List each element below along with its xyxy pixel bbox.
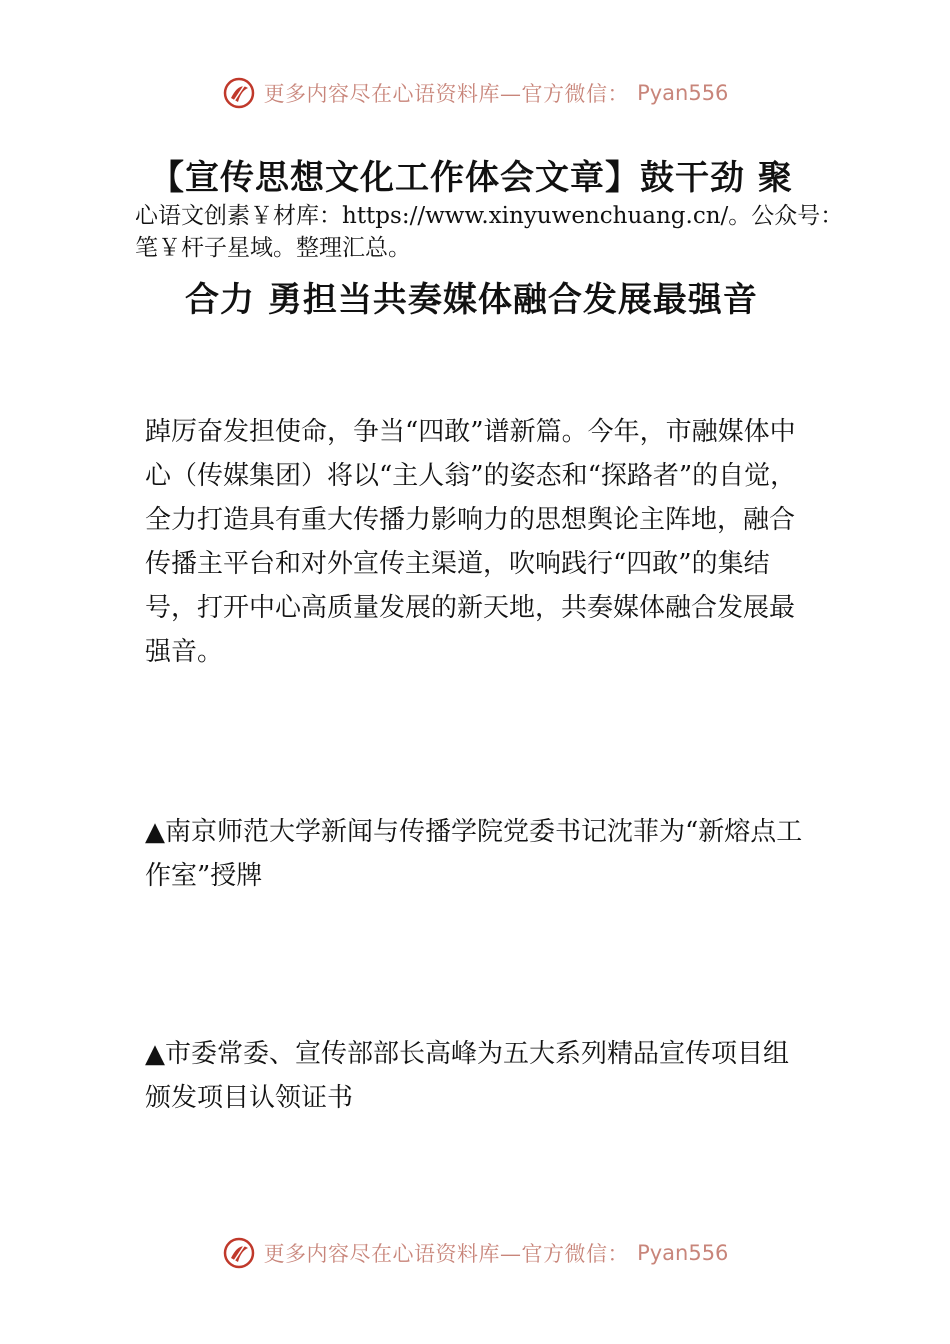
- footer-banner: [0, 1228, 950, 1278]
- banner-wechat-id: Pyan556: [637, 81, 729, 105]
- source-notice: 心语文创素￥材库：https://www.xinyuwenchuang.cn/。公众号：笔￥杆子星域。整理汇总。: [135, 203, 844, 261]
- banner-text: 更多内容尽在心语资料库—官方微信：: [263, 82, 630, 106]
- body-paragraph: 踔厉奋发担使命，争当“四敢”谱新篇。今年，市融媒体中心（传媒集团）将以“主人翁”的姿态和“探路者”的自觉，全力打造具有重大传播力影响力的思想舆论主阵地，融合传播主平台和对外宣传主渠道，吹响践行“四敢”的集结号，打开中心高质量发展的新天地，共奏媒体融合发展最强音。: [145, 417, 797, 667]
- article-title-line-1: 【宣传思想文化工作体会文章】鼓干劲 聚: [150, 158, 793, 198]
- banner-text: 更多内容尽在心语资料库—官方微信：: [263, 1242, 630, 1266]
- photo-caption-1: ▲南京师范大学新闻与传播学院党委书记沈菲为“新熔点工作室”授牌: [145, 817, 803, 891]
- header-banner: [0, 68, 950, 118]
- brand-logo-icon: [222, 1236, 256, 1270]
- banner-wechat-id: Pyan556: [637, 1241, 729, 1265]
- photo-caption-2: ▲市委常委、宣传部部长高峰为五大系列精品宣传项目组颁发项目认领证书: [145, 1039, 789, 1113]
- brand-logo-icon: [222, 76, 256, 110]
- article-title-line-2: 合力 勇担当共奏媒体融合发展最强音: [185, 280, 758, 320]
